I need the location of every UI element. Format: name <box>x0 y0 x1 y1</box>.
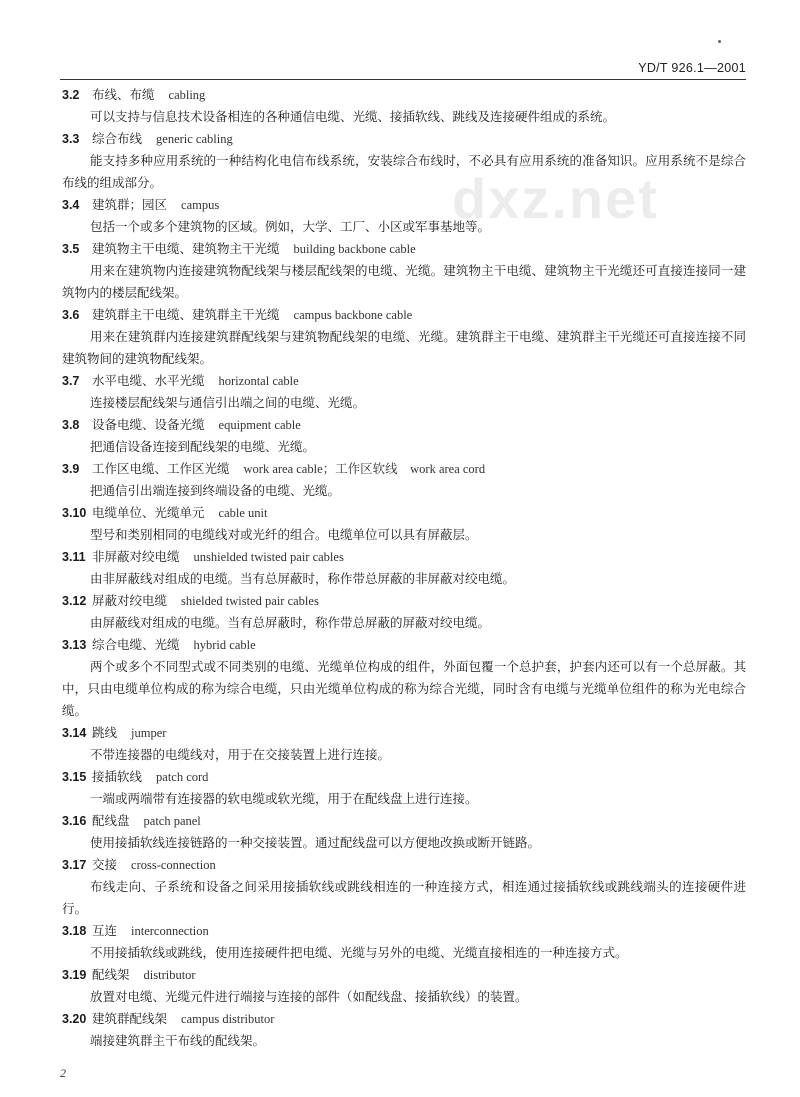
term-line <box>62 590 746 612</box>
term-chinese: 建筑物主干电缆、建筑物主干光缆 <box>92 241 280 256</box>
term-definition: 可以支持与信息技术设备相连的各种通信电缆、光缆、接插软线、跳线及连接硬件组成的系统。 <box>90 109 616 124</box>
term-definition: 能支持多种应用系统的一种结构化电信布线系统，安装综合布线时，不必具有应用系统的准备知识。应用系统不是综合布线的组成部分。 <box>62 153 746 190</box>
definition-entry <box>62 634 746 722</box>
term-chinese: 建筑群配线架 <box>92 1011 168 1026</box>
term-english: interconnection <box>131 924 209 938</box>
term-chinese: 工作区电缆、工作区光缆 <box>92 461 230 476</box>
term-definition: 由非屏蔽线对组成的电缆。当有总屏蔽时，称作带总屏蔽的非屏蔽对绞电缆。 <box>90 571 516 586</box>
term-english: patch cord <box>156 770 209 784</box>
clause-number: 3.6 <box>62 308 80 322</box>
term-chinese: 交接 <box>92 857 118 872</box>
page-number: 2 <box>60 1066 66 1080</box>
term-chinese: 布线、布缆 <box>92 87 155 102</box>
clause-number: 3.14 <box>62 726 87 740</box>
term-definition: 连接楼层配线架与通信引出端之间的电缆、光缆。 <box>90 395 366 410</box>
term-chinese: 设备电缆、设备光缆 <box>92 417 205 432</box>
term-line <box>62 238 746 260</box>
term-line <box>62 546 746 568</box>
term-line <box>62 194 746 216</box>
definition-entry <box>62 458 746 502</box>
clause-number: 3.5 <box>62 242 80 256</box>
term-chinese: 跳线 <box>92 725 118 740</box>
term-line <box>62 1008 746 1030</box>
term-line <box>62 854 746 876</box>
definition-entry <box>62 722 746 766</box>
clause-number: 3.3 <box>62 132 80 146</box>
definition-entry <box>62 128 746 194</box>
definition-entry <box>62 964 746 1008</box>
term-definition: 把通信设备连接到配线架的电缆、光缆。 <box>90 439 316 454</box>
term-definition: 用来在建筑物内连接建筑物配线架与楼层配线架的电缆、光缆。建筑物主干电缆、建筑物主干光缆还可直接连接同一建筑物内的楼层配线架。 <box>62 263 746 300</box>
clause-number: 3.7 <box>62 374 80 388</box>
definition-entry <box>62 766 746 810</box>
clause-number: 3.19 <box>62 968 87 982</box>
definition-entry <box>62 370 746 414</box>
term-line <box>62 766 746 788</box>
term-english: campus backbone cable <box>293 308 413 322</box>
definition-entry <box>62 1008 746 1052</box>
term-line <box>62 84 746 106</box>
definition-entry <box>62 304 746 370</box>
term-definition: 把通信引出端连接到终端设备的电缆、光缆。 <box>90 483 341 498</box>
document-code: YD/T 926.1—2001 <box>638 61 746 75</box>
term-definition: 布线走向、子系统和设备之间采用接插软线或跳线相连的一种连接方式，相连通过接插软线或跳线端头的连接硬件进行。 <box>62 879 746 916</box>
term-definition: 包括一个或多个建筑物的区域。例如，大学、工厂、小区或军事基地等。 <box>90 219 491 234</box>
clause-number: 3.15 <box>62 770 87 784</box>
term-line <box>62 964 746 986</box>
definitions-list <box>62 84 746 1052</box>
term-chinese: 建筑群；园区 <box>92 197 168 212</box>
watermark: dxz.net <box>452 167 659 230</box>
term-chinese: 配线盘 <box>92 813 130 828</box>
term-definition: 由屏蔽线对组成的电缆。当有总屏蔽时，称作带总屏蔽的屏蔽对绞电缆。 <box>90 615 491 630</box>
clause-number: 3.8 <box>62 418 80 432</box>
term-chinese: 综合电缆、光缆 <box>92 637 180 652</box>
term-english: cross-connection <box>131 858 216 872</box>
term-english: horizontal cable <box>218 374 299 388</box>
term-chinese: 非屏蔽对绞电缆 <box>92 549 180 564</box>
definition-entry <box>62 920 746 964</box>
term-definition: 一端或两端带有连接器的软电缆或软光缆，用于在配线盘上进行连接。 <box>90 791 478 806</box>
page-header <box>60 58 746 80</box>
term-line <box>62 370 746 392</box>
term-definition: 两个或多个不同型式或不同类别的电缆、光缆单位构成的组件，外面包覆一个总护套，护套内还可以有一个总屏蔽。其中，只由电缆单位构成的称为综合电缆，只由光缆单位构成的称为综合光缆，同时含有电缆与光缆单位组件的称为光电综合缆。 <box>62 659 746 718</box>
term-english: cable unit <box>218 506 268 520</box>
term-english: equipment cable <box>218 418 301 432</box>
term-line <box>62 502 746 524</box>
clause-number: 3.2 <box>62 88 80 102</box>
term-definition: 不带连接器的电缆线对，用于在交接装置上进行连接。 <box>90 747 391 762</box>
term-line <box>62 304 746 326</box>
term-english: shielded twisted pair cables <box>181 594 319 608</box>
definition-entry <box>62 546 746 590</box>
term-english: campus distributor <box>181 1012 275 1026</box>
clause-number: 3.9 <box>62 462 80 476</box>
term-english: distributor <box>143 968 196 982</box>
term-definition: 端接建筑群主干布线的配线架。 <box>90 1033 266 1048</box>
clause-number: 3.13 <box>62 638 87 652</box>
definition-entry <box>62 414 746 458</box>
definition-entry <box>62 238 746 304</box>
term-english: cabling <box>168 88 206 102</box>
term-definition: 型号和类别相同的电缆线对或光纤的组合。电缆单位可以具有屏蔽层。 <box>90 527 478 542</box>
clause-number: 3.10 <box>62 506 87 520</box>
term-english: unshielded twisted pair cables <box>193 550 344 564</box>
definition-entry <box>62 590 746 634</box>
term-chinese: 电缆单位、光缆单元 <box>92 505 205 520</box>
definition-entry <box>62 854 746 920</box>
scan-speck <box>718 40 721 43</box>
term-chinese: 综合布线 <box>92 131 143 146</box>
definition-entry <box>62 502 746 546</box>
header-rule <box>60 79 746 80</box>
term-english: hybrid cable <box>193 638 256 652</box>
clause-number: 3.4 <box>62 198 80 212</box>
term-chinese: 接插软线 <box>92 769 143 784</box>
clause-number: 3.20 <box>62 1012 87 1026</box>
clause-number: 3.11 <box>62 550 86 564</box>
clause-number: 3.18 <box>62 924 87 938</box>
term-definition: 放置对电缆、光缆元件进行端接与连接的部件（如配线盘、接插软线）的装置。 <box>90 989 528 1004</box>
clause-number: 3.17 <box>62 858 87 872</box>
term-english: generic cabling <box>156 132 233 146</box>
term-chinese: 建筑群主干电缆、建筑群主干光缆 <box>92 307 280 322</box>
term-line <box>62 810 746 832</box>
term-line <box>62 128 746 150</box>
term-line <box>62 414 746 436</box>
term-chinese: 屏蔽对绞电缆 <box>92 593 168 608</box>
term-chinese: 互连 <box>92 923 118 938</box>
term-english: building backbone cable <box>293 242 416 256</box>
term-line <box>62 458 746 480</box>
term-line <box>62 634 746 656</box>
term-english: campus <box>181 198 220 212</box>
term-chinese: 水平电缆、水平光缆 <box>92 373 205 388</box>
term-definition: 使用接插软线连接链路的一种交接装置。通过配线盘可以方便地改换或断开链路。 <box>90 835 541 850</box>
term-definition: 用来在建筑群内连接建筑群配线架与建筑物配线架的电缆、光缆。建筑群主干电缆、建筑群主干光缆还可直接连接不同建筑物间的建筑物配线架。 <box>62 329 746 366</box>
definition-entry <box>62 84 746 128</box>
term-english: work area cable；工作区软线 work area cord <box>243 462 486 476</box>
term-english: jumper <box>131 726 167 740</box>
term-english: patch panel <box>143 814 201 828</box>
definition-entry <box>62 810 746 854</box>
clause-number: 3.16 <box>62 814 87 828</box>
term-definition: 不用接插软线或跳线，使用连接硬件把电缆、光缆与另外的电缆、光缆直接相连的一种连接方式。 <box>90 945 628 960</box>
term-line <box>62 722 746 744</box>
term-chinese: 配线架 <box>92 967 130 982</box>
clause-number: 3.12 <box>62 594 87 608</box>
term-line <box>62 920 746 942</box>
definition-entry <box>62 194 746 238</box>
